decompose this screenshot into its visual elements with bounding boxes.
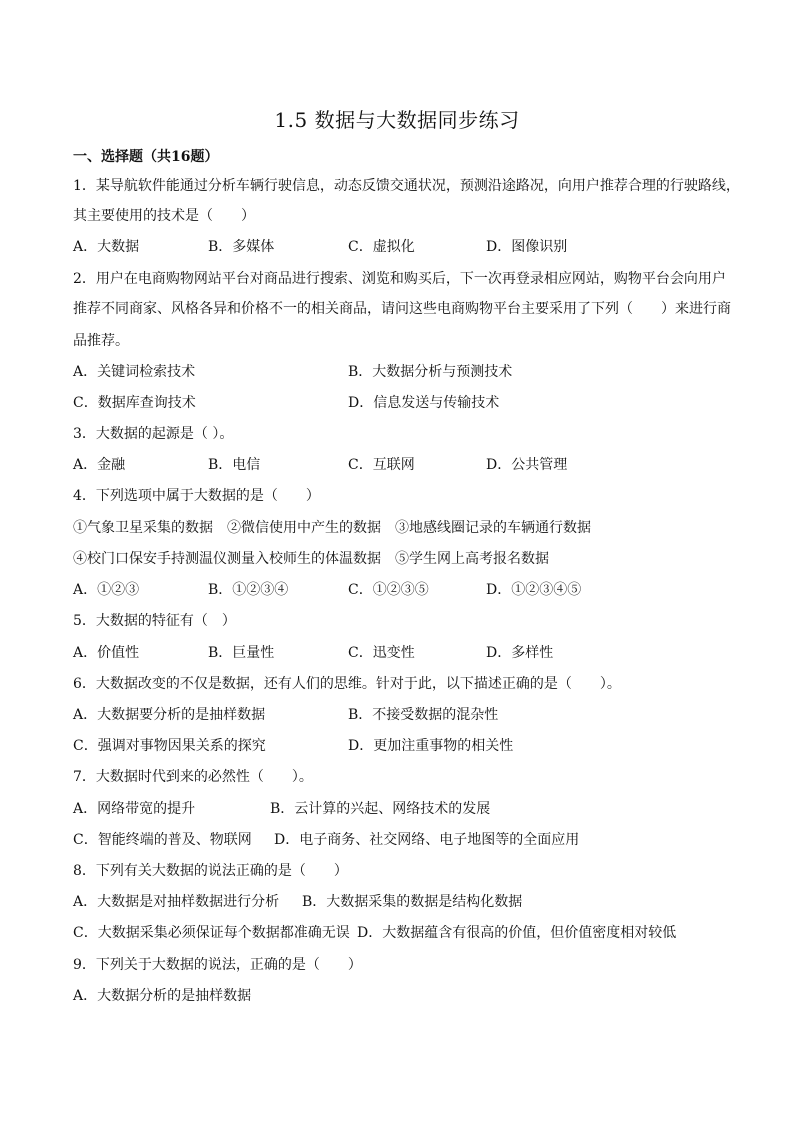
q8-option-c: C．大数据采集必须保证每个数据都准确无误: [73, 925, 350, 941]
q2-stem-line-2: 推荐不同商家、风格各异和价格不一的相关商品，请问这些电商购物平台主要采用了下列（ ）来进行商: [73, 301, 731, 317]
q1-stem-line-1: 1．某导航软件能通过分析车辆行驶信息，动态反馈交通状况，预测沿途路况，向用户推荐合理的行驶路线，: [73, 178, 740, 194]
page-title: 1.5 数据与大数据同步练习: [274, 108, 520, 132]
q1-option-c: C．虚拟化: [348, 239, 415, 255]
q8-option-d: D．大数据蕴含有很高的价值，但价值密度相对较低: [357, 925, 677, 941]
q3-stem-line-1: 3．大数据的起源是（ ）。: [73, 426, 234, 442]
q2-option-b: B．大数据分析与预测技术: [348, 364, 513, 380]
q5-option-b: B．巨量性: [208, 645, 275, 661]
q4-option-c: C．①②③⑤: [348, 582, 429, 598]
q3-option-d: D．公共管理: [486, 457, 568, 473]
q7-option-c: C．智能终端的普及、物联网: [73, 832, 252, 848]
q1-option-b: B．多媒体: [208, 239, 275, 255]
q6-option-d: D．更加注重事物的相关性: [348, 738, 514, 754]
q3-option-c: C．互联网: [348, 457, 415, 473]
q7-option-a: A．网络带宽的提升: [73, 801, 196, 817]
q1-option-d: D．图像识别: [486, 239, 568, 255]
q9-option-a: A．大数据分析的是抽样数据: [73, 988, 252, 1004]
q4-stem-line-3: ④校门口保安手持测温仪测量入校师生的体温数据 ⑤学生网上高考报名数据: [73, 551, 549, 567]
q7-stem-line-1: 7．大数据时代到来的必然性（ ）。: [73, 769, 313, 785]
q5-option-a: A．价值性: [73, 645, 140, 661]
q2-stem-line-1: 2．用户在电商购物网站平台对商品进行搜索、浏览和购买后，下一次再登录相应网站，购物平台会向用户: [73, 271, 726, 287]
q4-stem-line-2: ①气象卫星采集的数据 ②微信使用中产生的数据 ③地感线圈记录的车辆通行数据: [73, 520, 591, 536]
q3-option-b: B．电信: [208, 457, 261, 473]
q4-option-a: A．①②③: [73, 582, 140, 598]
q8-option-b: B．大数据采集的数据是结构化数据: [302, 894, 523, 910]
q8-stem-line-1: 8．下列有关大数据的说法正确的是（ ）: [73, 863, 348, 879]
q6-option-c: C．强调对事物因果关系的探究: [73, 738, 266, 754]
q8-option-a: A．大数据是对抽样数据进行分析: [73, 894, 280, 910]
q7-option-b: B．云计算的兴起、网络技术的发展: [270, 801, 491, 817]
section-heading: 一、选择题（共16题）: [73, 149, 219, 165]
q4-option-b: B．①②③④: [208, 582, 289, 598]
q9-stem-line-1: 9．下列关于大数据的说法，正确的是（ ）: [73, 957, 362, 973]
q2-option-c: C．数据库查询技术: [73, 395, 196, 411]
q1-option-a: A．大数据: [73, 239, 140, 255]
q6-option-a: A．大数据要分析的是抽样数据: [73, 707, 266, 723]
q4-stem-line-1: 4．下列选项中属于大数据的是（ ）: [73, 488, 320, 504]
q2-option-d: D．信息发送与传输技术: [348, 395, 500, 411]
q2-stem-line-3: 品推荐。: [73, 333, 129, 349]
q6-option-b: B．不接受数据的混杂性: [348, 707, 499, 723]
q7-option-d: D．电子商务、社交网络、电子地图等的全面应用: [274, 832, 580, 848]
q6-stem-line-1: 6．大数据改变的不仅是数据，还有人们的思维。针对于此，以下描述正确的是（ ）。: [73, 676, 621, 692]
q5-option-d: D．多样性: [486, 645, 554, 661]
q2-option-a: A．关键词检索技术: [73, 364, 196, 380]
q1-stem-line-2: 其主要使用的技术是（ ）: [73, 208, 255, 224]
q5-stem-line-1: 5．大数据的特征有（ ）: [73, 613, 236, 629]
q5-option-c: C．迅变性: [348, 645, 415, 661]
q4-option-d: D．①②③④⑤: [486, 582, 582, 598]
q3-option-a: A．金融: [73, 457, 126, 473]
